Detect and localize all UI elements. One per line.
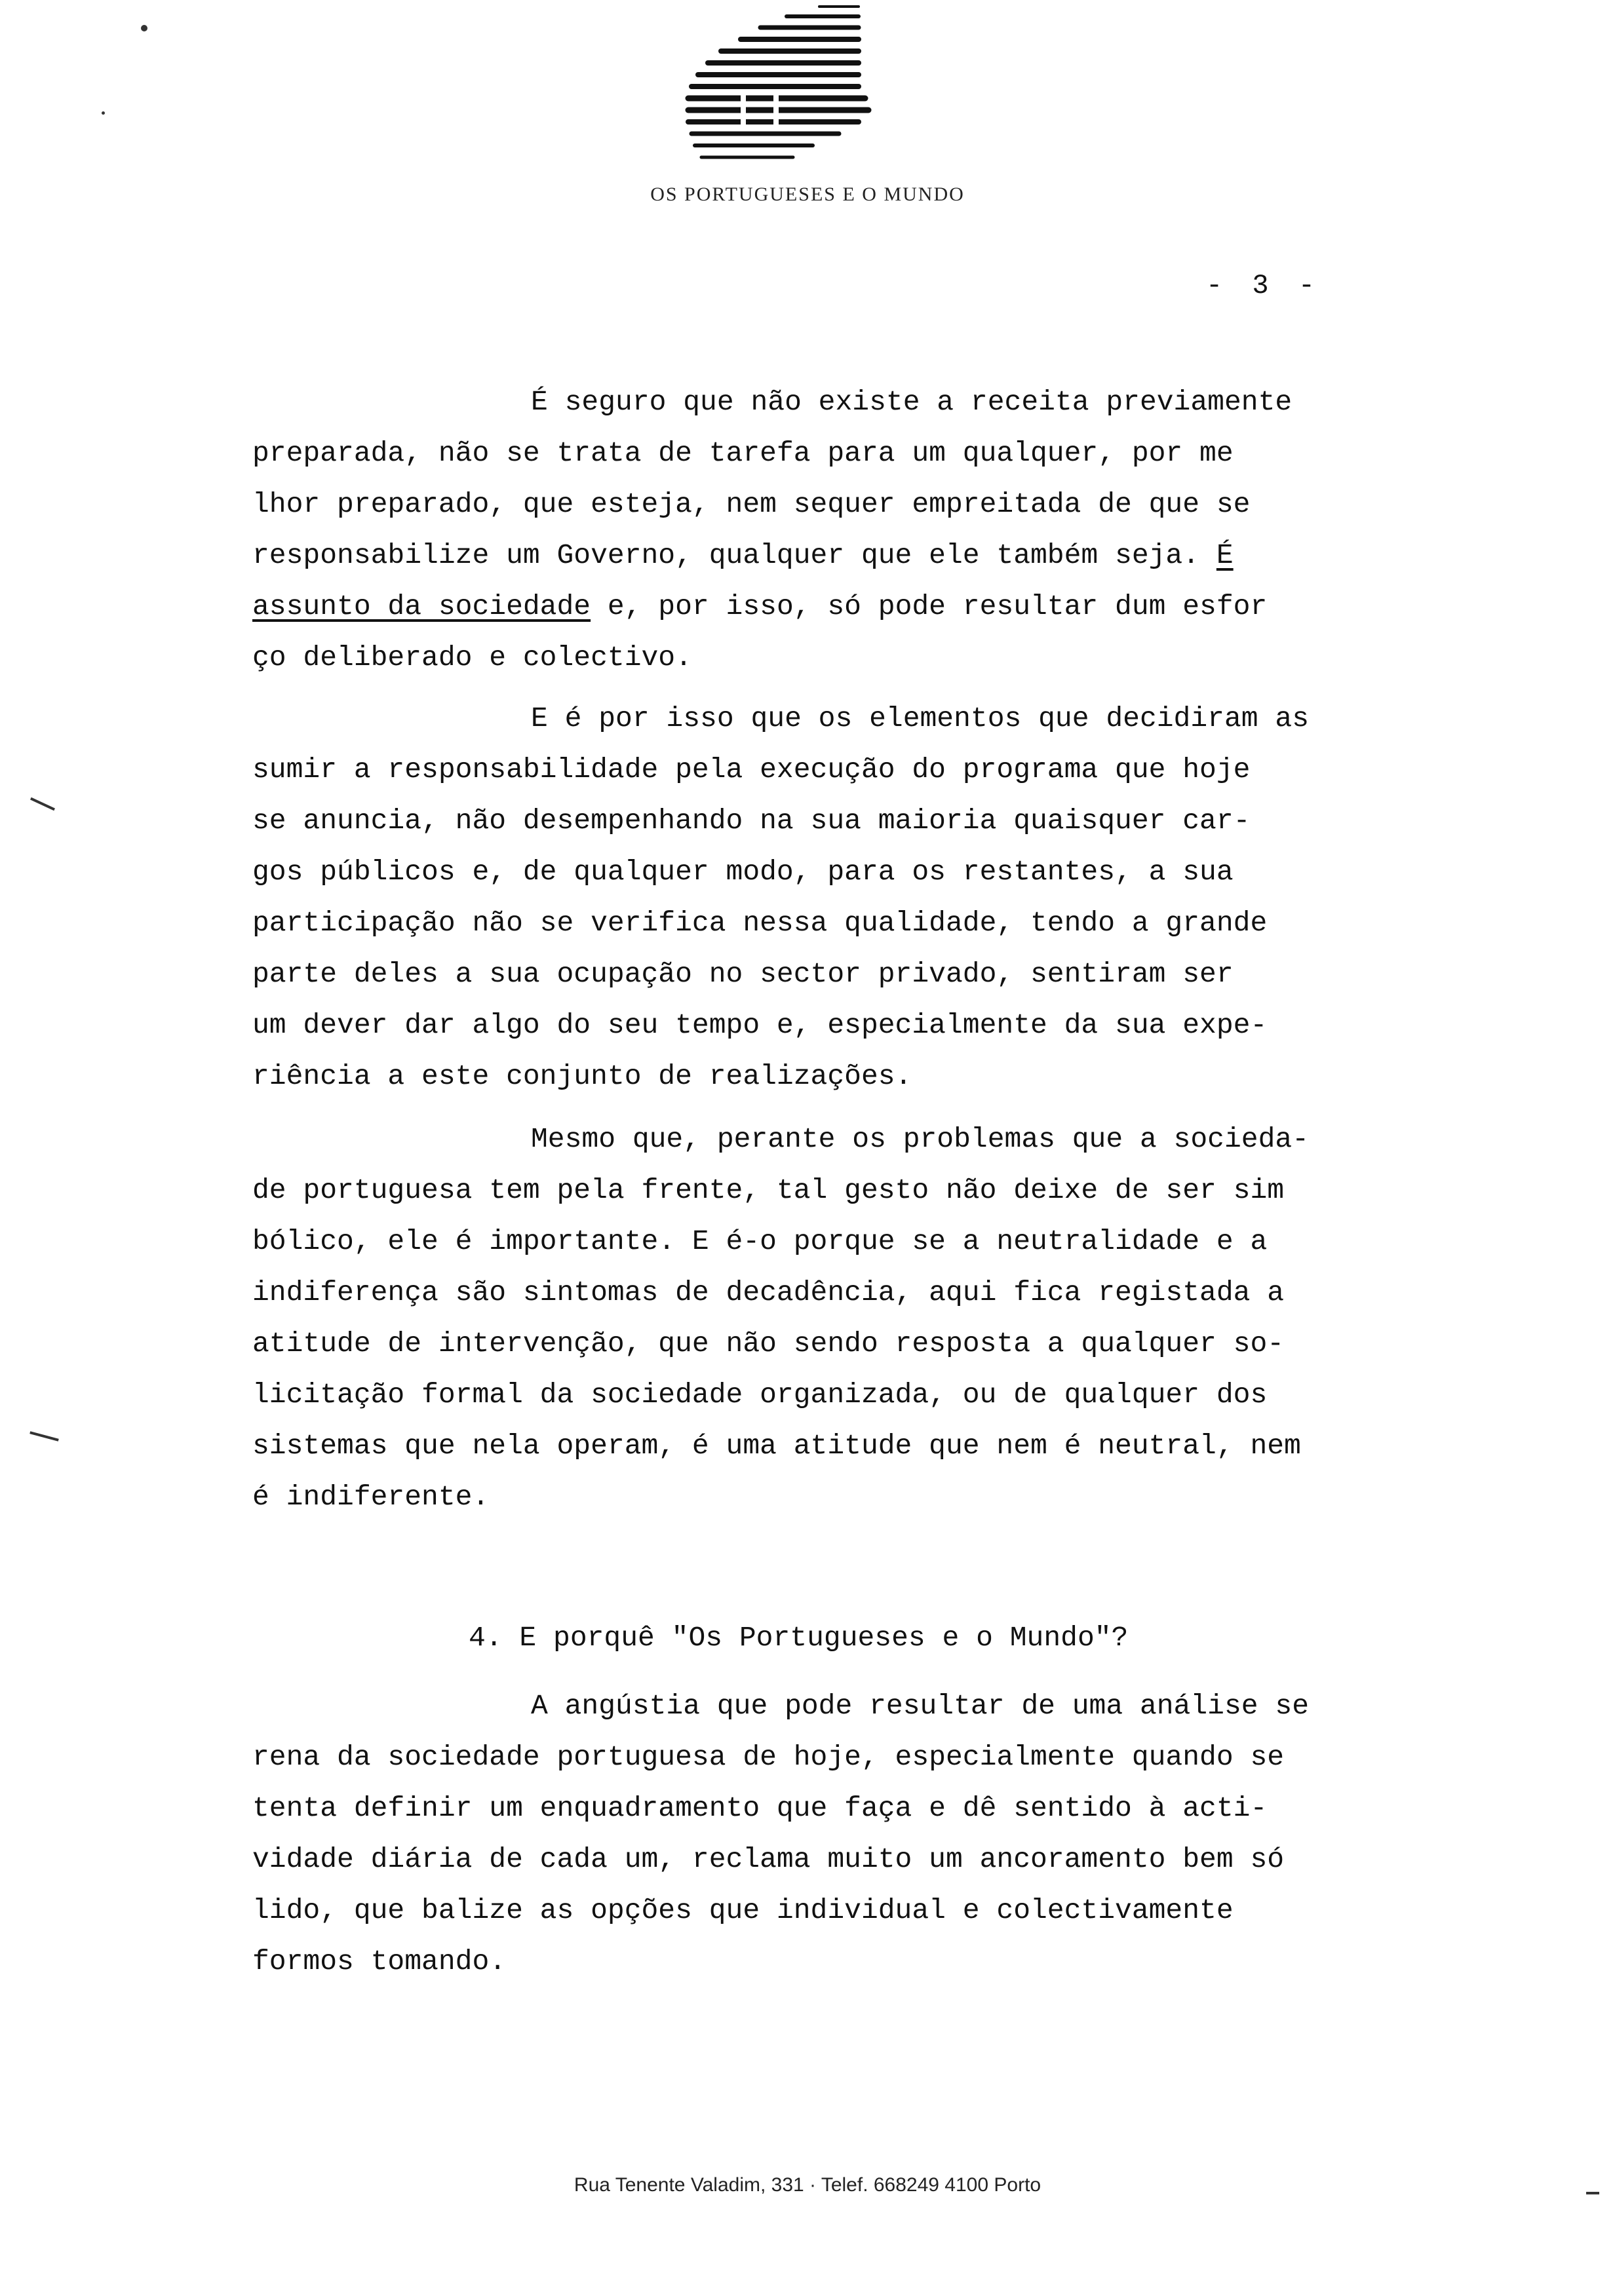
scan-speck [1586, 2192, 1599, 2194]
paragraph-line: lido, que balize as opções que individual e colectivamente [252, 1894, 1234, 1926]
paragraph-line: participação não se verifica nessa qualidade, tendo a grande [252, 907, 1268, 939]
paragraph-line [252, 530, 1485, 581]
paragraph-line: preparada, não se trata de tarefa para um qualquer, por me [252, 437, 1234, 469]
underlined-text: É [1216, 539, 1234, 571]
paragraph-line: tenta definir um enquadramento que faça e dê sentido à acti- [252, 1792, 1268, 1824]
paragraph-1 [252, 377, 1485, 683]
paragraph-line: parte deles a sua ocupação no sector privado, sentiram ser [252, 958, 1234, 990]
paragraph-line: atitude de intervenção, que não sendo resposta a qualquer so- [252, 1328, 1285, 1360]
paragraph-line: ço deliberado e colectivo. [252, 641, 692, 674]
line-text: e, por isso, só pode resultar dum esfor [591, 590, 1268, 622]
paragraph-line: riência a este conjunto de realizações. [252, 1060, 912, 1092]
scan-speck [29, 1431, 59, 1442]
paragraph-line: gos públicos e, de qualquer modo, para os restantes, a sua [252, 856, 1234, 888]
paragraph-line: vidade diária de cada um, reclama muito um ancoramento bem só [252, 1843, 1285, 1875]
paragraph-line: sumir a responsabilidade pela execução do programa que hoje [252, 754, 1251, 786]
paragraph-line: formos tomando. [252, 1945, 507, 1978]
footer-address: Rua Tenente Valadim, 331 · Telef. 668249 4100 Porto [574, 2174, 1041, 2196]
paragraph-line: rena da sociedade portuguesa de hoje, especialmente quando se [252, 1741, 1285, 1773]
paragraph-3 [252, 1114, 1485, 1523]
paragraph-4 [252, 1681, 1485, 1987]
section-heading: 4. E porquê "Os Portugueses e o Mundo"? [469, 1622, 1129, 1654]
paragraph-line: É seguro que não existe a receita previamente [531, 386, 1293, 418]
paragraph-line: lhor preparado, que esteja, nem sequer empreitada de que se [252, 488, 1251, 520]
paragraph-line: de portuguesa tem pela frente, tal gesto não deixe de ser sim [252, 1174, 1285, 1206]
scan-speck [102, 111, 105, 115]
paragraph-line: Mesmo que, perante os problemas que a socieda- [531, 1123, 1309, 1155]
letterhead-org-name: OS PORTUGUESES E O MUNDO [650, 183, 965, 205]
paragraph-line: sistemas que nela operam, é uma atitude que nem é neutral, nem [252, 1430, 1301, 1462]
paragraph-line [252, 581, 1485, 632]
paragraph-line: é indiferente. [252, 1481, 490, 1513]
underlined-text: assunto da sociedade [252, 590, 591, 622]
paragraph-line: se anuncia, não desempenhando na sua maioria quaisquer car- [252, 805, 1251, 837]
paragraph-line: E é por isso que os elementos que decidiram as [531, 702, 1309, 735]
paragraph-line: um dever dar algo do seu tempo e, especialmente da sua expe- [252, 1009, 1268, 1041]
scan-speck [141, 25, 147, 31]
paragraph-line: bólico, ele é importante. E é-o porque se a neutralidade e a [252, 1225, 1268, 1257]
ship-sail-logo-icon [642, 0, 878, 170]
line-text: responsabilize um Governo, qualquer que ele também seja. [252, 539, 1216, 571]
paragraph-line: A angústia que pode resultar de uma análise se [531, 1690, 1309, 1722]
paragraph-line: indiferença são sintomas de decadência, aqui fica registada a [252, 1276, 1285, 1309]
paragraph-2 [252, 693, 1485, 1102]
page-number: - 3 - [1206, 270, 1322, 301]
scan-speck [30, 797, 55, 811]
paragraph-line: licitação formal da sociedade organizada, ou de qualquer dos [252, 1379, 1268, 1411]
